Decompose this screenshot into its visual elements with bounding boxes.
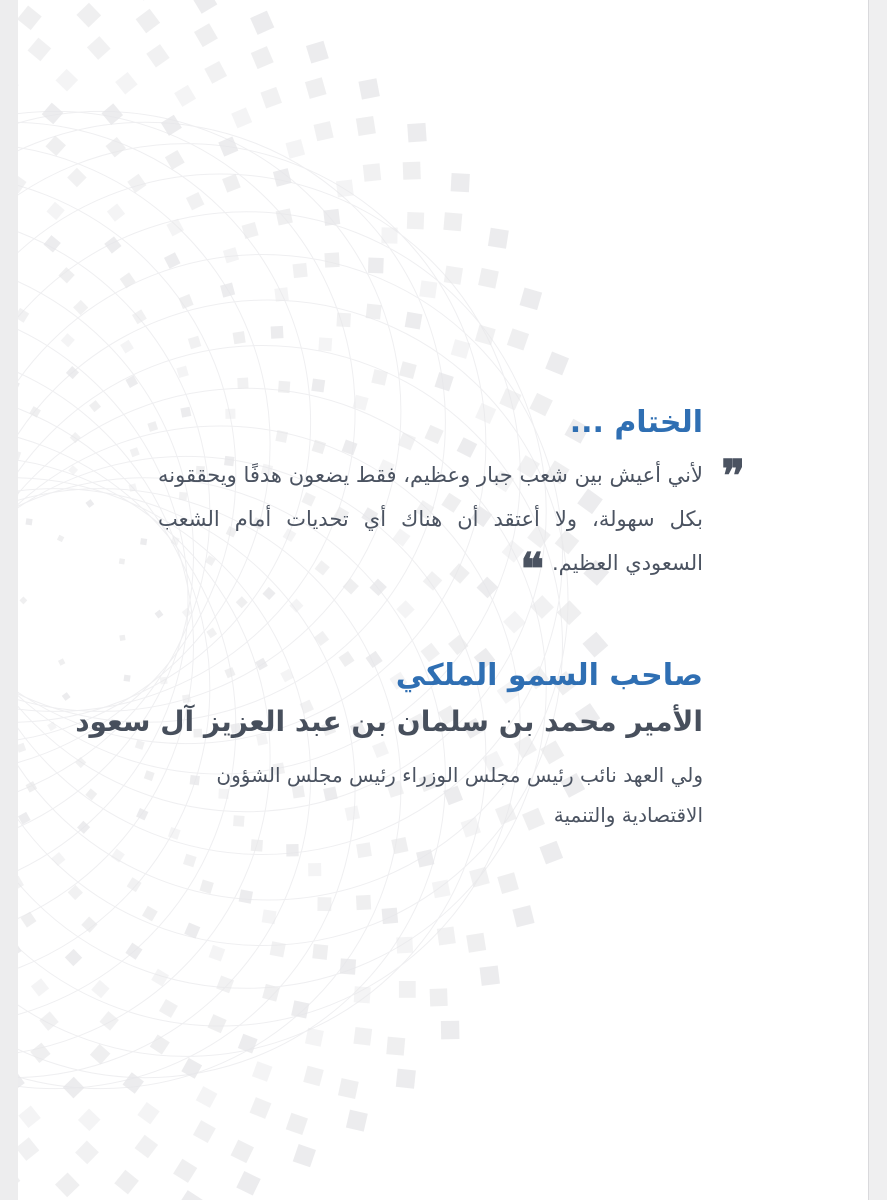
pattern-square — [58, 658, 65, 665]
pattern-square — [293, 1144, 316, 1167]
pattern-square — [142, 906, 158, 922]
document-page — [18, 0, 868, 1200]
pattern-square — [182, 694, 191, 703]
pattern-square — [451, 173, 470, 192]
pattern-square — [192, 0, 217, 14]
pattern-square — [115, 72, 138, 95]
pattern-square — [173, 1159, 197, 1183]
pattern-square — [176, 366, 188, 378]
pattern-square — [311, 379, 325, 393]
pattern-square — [270, 941, 286, 957]
pattern-square — [120, 272, 136, 288]
pattern-square — [336, 179, 354, 197]
pattern-square — [67, 168, 87, 188]
pattern-square — [101, 103, 123, 125]
pattern-square — [18, 6, 42, 31]
pattern-square — [133, 0, 159, 1]
pattern-square — [305, 77, 327, 99]
pattern-square — [280, 669, 294, 683]
pattern-square — [147, 421, 158, 432]
pattern-square — [179, 294, 194, 309]
pattern-square — [85, 499, 94, 508]
pattern-square — [87, 36, 111, 60]
pattern-square — [368, 258, 384, 274]
pattern-square — [557, 600, 582, 625]
pattern-square — [106, 137, 126, 157]
pattern-square — [130, 447, 140, 457]
pattern-square — [62, 692, 71, 701]
pattern-square — [140, 538, 147, 545]
pattern-square — [193, 1120, 216, 1143]
pattern-square — [252, 1061, 273, 1082]
pattern-square — [120, 340, 134, 354]
pattern-square — [209, 945, 226, 962]
pattern-square — [135, 1135, 159, 1159]
pattern-square — [119, 635, 125, 641]
pattern-square — [119, 558, 125, 564]
pattern-square — [340, 958, 356, 974]
pattern-square — [356, 116, 376, 136]
pattern-square — [582, 632, 608, 658]
pattern-square — [194, 23, 218, 47]
pattern-square — [18, 1167, 20, 1192]
pattern-square — [250, 1097, 272, 1119]
pattern-square — [434, 372, 453, 391]
pattern-square — [57, 535, 64, 542]
pattern-square — [182, 608, 192, 618]
pattern-square — [204, 61, 227, 84]
pattern-square — [497, 872, 519, 894]
pattern-square — [42, 103, 64, 125]
pattern-square — [231, 107, 252, 128]
author-honorific: صاحب السمو الملكي — [395, 658, 703, 693]
pattern-square — [135, 740, 145, 750]
pattern-square — [150, 1034, 170, 1054]
pattern-square — [159, 999, 178, 1018]
pattern-square — [183, 854, 197, 868]
pattern-square — [539, 841, 563, 865]
pattern-square — [65, 949, 82, 966]
close-quote-icon: ❝ — [520, 544, 544, 595]
pattern-square — [55, 1173, 80, 1198]
pattern-square — [127, 877, 142, 892]
pattern-square — [338, 1078, 359, 1099]
pattern-square — [274, 287, 288, 301]
pattern-square — [20, 912, 36, 928]
pattern-square — [275, 430, 288, 443]
pattern-square — [488, 228, 509, 249]
pattern-square — [199, 879, 213, 893]
pattern-square — [356, 842, 372, 858]
pattern-square — [73, 300, 88, 315]
pattern-square — [75, 757, 86, 768]
open-quote-icon: ❞ — [721, 451, 745, 502]
pattern-square — [251, 46, 274, 69]
pattern-square — [178, 1190, 203, 1200]
section-title: الختام ... — [569, 405, 703, 440]
pattern-square — [398, 432, 416, 450]
pattern-square — [399, 361, 417, 379]
pattern-square — [99, 1011, 118, 1030]
page-edge — [868, 0, 887, 1200]
pattern-square — [366, 304, 382, 320]
pattern-square — [314, 121, 334, 141]
pattern-square — [262, 909, 277, 924]
pattern-square — [18, 490, 19, 498]
pattern-square — [312, 944, 328, 960]
pattern-square — [104, 236, 121, 253]
pattern-square — [466, 933, 486, 953]
quote-body: لأني أعيش بين شعب جبار وعظيم، فقط يضعون هدفًا ويحققونه بكل سهولة، ولا أعتقد أن هناك أي تحديات أمام الشعب السعودي العظيم. — [158, 463, 703, 575]
pattern-square — [396, 1069, 416, 1089]
pattern-square — [18, 450, 21, 460]
pattern-square — [123, 1072, 144, 1093]
pattern-square — [356, 895, 371, 910]
pattern-square — [136, 9, 161, 34]
pattern-square — [308, 863, 321, 876]
pattern-square — [339, 651, 355, 667]
pattern-square — [432, 880, 451, 899]
pattern-square — [323, 209, 340, 226]
pattern-square — [55, 69, 78, 92]
pattern-square — [223, 247, 239, 263]
pattern-square — [346, 1110, 368, 1132]
pattern-square — [260, 87, 282, 109]
pattern-square — [180, 407, 191, 418]
pattern-square — [405, 312, 423, 330]
pattern-square — [237, 378, 248, 389]
pattern-square — [61, 333, 75, 347]
pattern-square — [239, 889, 253, 903]
pattern-square — [407, 212, 424, 229]
pattern-square — [236, 1171, 260, 1195]
pattern-square — [39, 1011, 58, 1030]
pattern-square — [399, 981, 416, 998]
pattern-square — [236, 596, 248, 608]
pattern-square — [31, 978, 49, 996]
pattern-square — [136, 808, 148, 820]
pattern-square — [396, 600, 414, 618]
pattern-square — [132, 309, 147, 324]
pattern-square — [231, 1140, 254, 1163]
pattern-square — [469, 867, 490, 888]
pattern-square — [451, 339, 471, 359]
pattern-square — [430, 988, 448, 1006]
pattern-square — [51, 852, 65, 866]
pattern-square — [250, 11, 274, 35]
pattern-square — [186, 192, 204, 210]
pattern-square — [480, 965, 500, 985]
pattern-square — [286, 139, 306, 159]
pattern-square — [160, 677, 168, 685]
pattern-square — [276, 208, 293, 225]
quote-block — [158, 451, 745, 595]
decorative-background-pattern — [18, 0, 868, 1200]
author-name: الأمير محمد بن سلمان بن عبد العزيز آل سعود — [75, 705, 703, 738]
pattern-square — [18, 743, 26, 753]
pattern-square — [271, 326, 284, 339]
pattern-square — [262, 587, 275, 600]
pattern-square — [354, 986, 371, 1003]
pattern-square — [220, 283, 235, 298]
pattern-square — [107, 203, 125, 221]
pattern-square — [76, 3, 101, 28]
pattern-square — [353, 1027, 372, 1046]
pattern-square — [512, 905, 534, 927]
pattern-square — [366, 651, 383, 668]
pattern-square — [144, 770, 155, 781]
pattern-square — [324, 252, 339, 267]
pattern-square — [545, 352, 569, 376]
pattern-square — [278, 381, 290, 393]
pattern-square — [222, 174, 241, 193]
pattern-square — [419, 280, 437, 298]
pattern-square — [224, 667, 235, 678]
pattern-square — [448, 635, 468, 655]
pattern-square — [443, 212, 462, 231]
pattern-square — [174, 85, 196, 107]
pattern-square — [289, 599, 303, 613]
pattern-square — [206, 628, 217, 639]
pattern-square — [291, 1000, 309, 1018]
pattern-square — [238, 1034, 258, 1054]
pattern-square — [475, 325, 496, 346]
pattern-square — [26, 781, 37, 792]
pattern-square — [58, 267, 74, 283]
pattern-square — [303, 1066, 324, 1087]
pattern-square — [25, 518, 32, 525]
pattern-square — [196, 1086, 218, 1108]
pattern-square — [91, 980, 109, 998]
pattern-square — [114, 1170, 139, 1195]
pattern-square — [20, 597, 28, 605]
author-role: ولي العهد نائب رئيس مجلس الوزراء رئيس مجلس الشؤون الاقتصادية والتنمية — [216, 763, 703, 827]
pattern-square — [475, 403, 496, 424]
pattern-square — [225, 409, 235, 419]
pattern-square — [111, 849, 125, 863]
pattern-square — [75, 1141, 99, 1165]
pattern-square — [188, 336, 201, 349]
pattern-square — [386, 1037, 405, 1056]
pattern-square — [78, 1108, 101, 1131]
pattern-square — [208, 1014, 227, 1033]
pattern-square — [403, 162, 421, 180]
pattern-square — [317, 897, 331, 911]
pattern-square — [18, 941, 22, 958]
pattern-square — [520, 288, 543, 311]
pattern-square — [306, 41, 329, 64]
pattern-square — [89, 400, 101, 412]
pattern-square — [286, 1113, 308, 1135]
pattern-square — [216, 975, 234, 993]
pattern-square — [18, 1137, 39, 1161]
pattern-square — [63, 1077, 85, 1099]
pattern-square — [123, 675, 130, 682]
pattern-square — [407, 123, 427, 143]
pattern-square — [358, 78, 379, 99]
pattern-square — [30, 1043, 50, 1063]
pattern-square — [28, 38, 52, 62]
pattern-square — [18, 380, 20, 392]
pattern-square — [507, 328, 529, 350]
pattern-square — [444, 266, 463, 285]
pattern-square — [478, 268, 499, 289]
pattern-square — [314, 631, 329, 646]
pattern-square — [85, 788, 97, 800]
pattern-square — [46, 202, 64, 220]
pattern-square — [312, 440, 326, 454]
pattern-square — [424, 425, 443, 444]
pattern-square — [18, 1071, 25, 1092]
pattern-square — [242, 222, 259, 239]
pattern-square — [499, 388, 521, 410]
pattern-square — [273, 168, 292, 187]
pattern-square — [70, 432, 81, 443]
pattern-square — [47, 721, 57, 731]
pattern-square — [251, 839, 263, 851]
pattern-square — [155, 610, 164, 619]
pattern-square — [233, 331, 246, 344]
pattern-square — [318, 337, 332, 351]
pattern-square — [68, 885, 83, 900]
pattern-square — [437, 927, 456, 946]
pattern-square — [381, 227, 397, 243]
pattern-square — [286, 844, 299, 857]
pattern-square — [18, 1106, 41, 1129]
pattern-square — [336, 313, 351, 328]
pattern-square — [146, 44, 169, 67]
pattern-square — [218, 137, 238, 157]
pattern-square — [18, 76, 19, 98]
pattern-square — [137, 1102, 159, 1124]
pattern-square — [363, 163, 381, 181]
pattern-square — [441, 1021, 460, 1040]
pattern-square — [81, 917, 97, 933]
pattern-square — [18, 308, 29, 323]
pattern-square — [305, 1028, 324, 1047]
pattern-square — [293, 263, 308, 278]
pattern-square — [44, 235, 61, 252]
pattern-square — [391, 837, 408, 854]
pattern-square — [396, 937, 413, 954]
quote-text — [158, 453, 703, 595]
pattern-square — [529, 393, 552, 416]
pattern-square — [382, 908, 399, 925]
